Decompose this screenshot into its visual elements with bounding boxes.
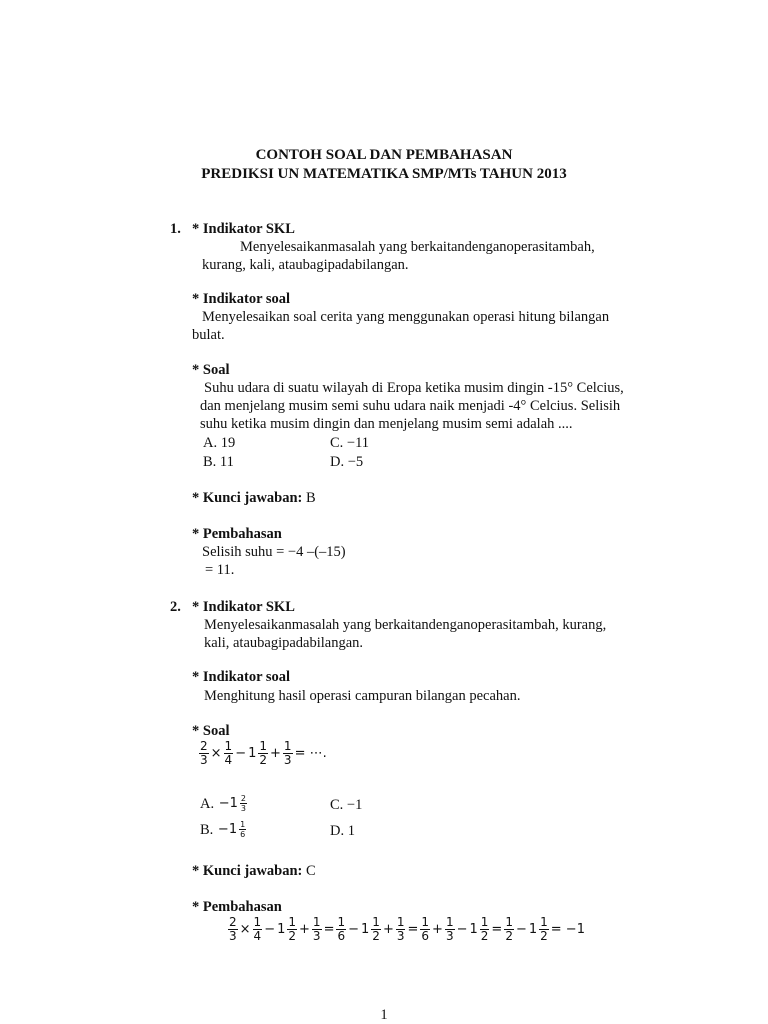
q2-pembahasan-expression bbox=[227, 916, 586, 943]
page-number: 1 bbox=[380, 1007, 388, 1023]
question-number-2: 2. bbox=[170, 599, 181, 615]
numerator: 1 bbox=[253, 915, 262, 929]
numerator: 1 bbox=[240, 820, 246, 829]
fraction bbox=[253, 916, 263, 943]
q2-soal-expression bbox=[198, 740, 328, 767]
q2-kunci-label: * Kunci jawaban: bbox=[192, 863, 303, 879]
denominator: 3 bbox=[283, 753, 292, 767]
denominator: 2 bbox=[540, 929, 548, 943]
q1-soal-line3: suhu ketika musim dingin dan menjelang musim semi adalah .... bbox=[200, 416, 573, 432]
fraction bbox=[239, 820, 246, 839]
denominator: 2 bbox=[505, 929, 513, 943]
operator: + bbox=[382, 921, 394, 937]
q2-soal-heading: * Soal bbox=[192, 723, 230, 739]
q1-soal-line2: dan menjelang musim semi suhu udara naik menjadi -4° Celcius. Selisih bbox=[200, 398, 621, 414]
operator: = bbox=[323, 921, 335, 937]
fraction bbox=[312, 916, 322, 943]
page-subtitle: PREDIKSI UN MATEMATIKA SMP/MTs TAHUN 2013 bbox=[201, 166, 567, 182]
q2-option-b bbox=[200, 820, 247, 839]
expression-result: = −1 bbox=[550, 921, 585, 937]
whole-number: 1 bbox=[248, 745, 257, 761]
expression-tail: = ⋯. bbox=[294, 745, 327, 761]
fraction bbox=[199, 740, 209, 767]
numerator: 1 bbox=[421, 915, 430, 929]
q2-option-b-whole: −1 bbox=[217, 821, 238, 837]
operator: − bbox=[456, 921, 468, 937]
denominator: 3 bbox=[229, 929, 237, 943]
numerator: 1 bbox=[505, 915, 513, 929]
q2-option-d: D. 1 bbox=[330, 823, 355, 839]
numerator: 2 bbox=[200, 739, 208, 753]
q1-kunci-value: B bbox=[306, 490, 316, 506]
fraction bbox=[371, 916, 381, 943]
denominator: 6 bbox=[421, 929, 430, 943]
denominator: 4 bbox=[224, 753, 233, 767]
denominator: 3 bbox=[312, 929, 321, 943]
fraction bbox=[283, 740, 293, 767]
fraction bbox=[258, 740, 268, 767]
q1-option-b: B. 11 bbox=[203, 454, 234, 470]
operator: − bbox=[515, 921, 527, 937]
whole-number: 1 bbox=[277, 921, 286, 937]
denominator: 3 bbox=[396, 929, 405, 943]
fraction bbox=[445, 916, 455, 943]
q2-option-a-whole: −1 bbox=[218, 795, 238, 811]
q1-skl-line1: Menyelesaikanmasalah yang berkaitandenganoperasitambah, bbox=[240, 239, 595, 255]
fraction bbox=[287, 916, 297, 943]
q2-skl-line1: Menyelesaikanmasalah yang berkaitandenganoperasitambah, kurang, bbox=[204, 617, 607, 633]
denominator: 6 bbox=[337, 929, 346, 943]
operator: − bbox=[235, 745, 247, 761]
fraction bbox=[504, 916, 514, 943]
denominator: 4 bbox=[253, 929, 262, 943]
q1-pembahasan-line2: = 11. bbox=[205, 562, 235, 578]
q1-soal-line1: Suhu udara di suatu wilayah di Eropa ketika musim dingin -15° Celcius, bbox=[204, 380, 624, 396]
numerator: 1 bbox=[224, 739, 233, 753]
operator: = bbox=[407, 921, 419, 937]
q1-pembahasan-heading: * Pembahasan bbox=[192, 526, 282, 542]
operator: × bbox=[239, 921, 251, 937]
q1-pembahasan-line1: Selisih suhu = −4 –(–15) bbox=[202, 544, 346, 560]
numerator: 1 bbox=[312, 915, 321, 929]
denominator: 2 bbox=[480, 929, 489, 943]
question-number-1: 1. bbox=[170, 221, 181, 237]
numerator: 1 bbox=[445, 915, 454, 929]
q2-kunci bbox=[192, 862, 316, 880]
denominator: 2 bbox=[372, 929, 380, 943]
whole-number: 1 bbox=[361, 921, 370, 937]
numerator: 1 bbox=[480, 915, 489, 929]
denominator: 6 bbox=[240, 830, 246, 839]
whole-number: 1 bbox=[469, 921, 478, 937]
denominator: 2 bbox=[259, 753, 268, 767]
q1-skl-heading: * Indikator SKL bbox=[192, 221, 295, 237]
operator: = bbox=[491, 921, 503, 937]
numerator: 1 bbox=[259, 739, 268, 753]
numerator: 2 bbox=[229, 915, 237, 929]
q2-option-c: C. −1 bbox=[330, 797, 363, 813]
operator: − bbox=[348, 921, 360, 937]
q1-skl-line2: kurang, kali, ataubagipadabilangan. bbox=[202, 257, 409, 273]
operator: − bbox=[264, 921, 276, 937]
q2-pembahasan-heading: * Pembahasan bbox=[192, 899, 282, 915]
numerator: 2 bbox=[240, 794, 246, 803]
numerator: 1 bbox=[288, 915, 297, 929]
operator: + bbox=[299, 921, 310, 937]
q1-option-d: D. −5 bbox=[330, 454, 364, 470]
q2-skl-heading: * Indikator SKL bbox=[192, 599, 295, 615]
fraction bbox=[224, 740, 234, 767]
numerator: 1 bbox=[283, 739, 292, 753]
q2-skl-line2: kali, ataubagipadabilangan. bbox=[204, 635, 364, 651]
numerator: 1 bbox=[337, 915, 346, 929]
operator: + bbox=[432, 921, 443, 937]
q1-kunci-label: * Kunci jawaban: bbox=[192, 490, 303, 506]
q2-indikator-line1: Menghitung hasil operasi campuran bilangan pecahan. bbox=[204, 688, 521, 704]
fraction bbox=[228, 916, 238, 943]
fraction bbox=[539, 916, 549, 943]
q1-option-c: C. −11 bbox=[330, 435, 370, 451]
numerator: 1 bbox=[396, 915, 405, 929]
denominator: 3 bbox=[240, 804, 246, 813]
page-title: CONTOH SOAL DAN PEMBAHASAN bbox=[255, 147, 513, 163]
operator: × bbox=[210, 745, 222, 761]
denominator: 2 bbox=[288, 929, 297, 943]
q1-option-a: A. 19 bbox=[203, 435, 236, 451]
numerator: 1 bbox=[540, 915, 548, 929]
fraction bbox=[396, 916, 406, 943]
operator: + bbox=[270, 745, 281, 761]
q1-indikator-line1: Menyelesaikan soal cerita yang menggunakan operasi hitung bilangan bbox=[202, 309, 610, 325]
denominator: 3 bbox=[445, 929, 454, 943]
q1-kunci bbox=[192, 489, 316, 507]
numerator: 1 bbox=[372, 915, 380, 929]
q2-option-a-label: A. bbox=[200, 795, 215, 812]
q2-option-a bbox=[200, 794, 248, 813]
q1-indikator-line2: bulat. bbox=[192, 327, 225, 343]
q2-option-b-label: B. bbox=[200, 821, 214, 838]
fraction bbox=[240, 794, 247, 813]
q1-soal-heading: * Soal bbox=[192, 362, 230, 378]
whole-number: 1 bbox=[528, 921, 538, 937]
denominator: 3 bbox=[200, 753, 208, 767]
q1-indikator-heading: * Indikator soal bbox=[192, 291, 291, 307]
fraction bbox=[336, 916, 346, 943]
fraction bbox=[480, 916, 490, 943]
fraction bbox=[420, 916, 430, 943]
q2-indikator-heading: * Indikator soal bbox=[192, 669, 291, 685]
q2-kunci-value: C bbox=[306, 863, 316, 879]
